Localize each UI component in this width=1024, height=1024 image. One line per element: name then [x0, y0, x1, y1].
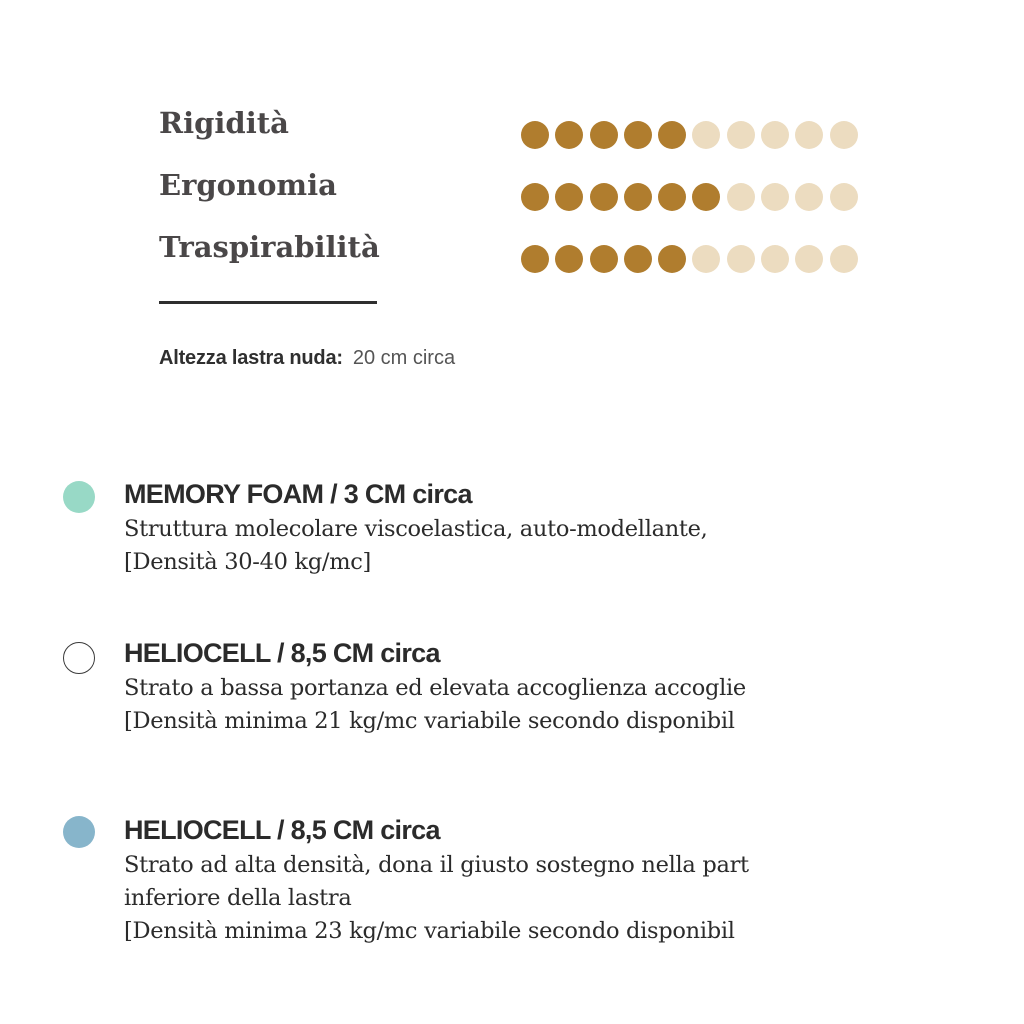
layer-description-line: [Densità minima 23 kg/mc variabile secondo disponibil — [124, 918, 735, 944]
layer-description-line: Strato a bassa portanza ed elevata accoglienza accoglie — [124, 675, 746, 701]
layer-title: HELIOCELL / 8,5 CM circa — [124, 815, 440, 845]
heliocell-white-color-dot — [63, 642, 95, 674]
layer-description-line: inferiore della lastra — [124, 885, 352, 911]
rating-label-rigidita: Rigidità — [159, 106, 289, 140]
layer-description — [124, 849, 749, 948]
heliocell-blue-color-dot — [63, 816, 95, 848]
layer-description-line: Strato ad alta densità, dona il giusto sostegno nella part — [124, 852, 749, 878]
memory-foam-color-dot — [63, 481, 95, 513]
layer-description — [124, 513, 708, 579]
layer-description-line: Struttura molecolare viscoelastica, auto-modellante, — [124, 516, 708, 542]
layer-title: HELIOCELL / 8,5 CM circa — [124, 638, 440, 668]
layer-title: MEMORY FOAM / 3 CM circa — [124, 479, 472, 509]
layer-description-line: [Densità minima 21 kg/mc variabile secondo disponibil — [124, 708, 735, 734]
height-value: 20 cm circa — [352, 347, 456, 369]
rating-label-traspirabilita: Traspirabilità — [159, 230, 380, 264]
rating-label-ergonomia: Ergonomia — [159, 168, 337, 202]
layer-description — [124, 672, 746, 738]
height-label: Altezza lastra nuda: — [159, 347, 343, 369]
layer-description-line: [Densità 30-40 kg/mc] — [124, 549, 372, 575]
